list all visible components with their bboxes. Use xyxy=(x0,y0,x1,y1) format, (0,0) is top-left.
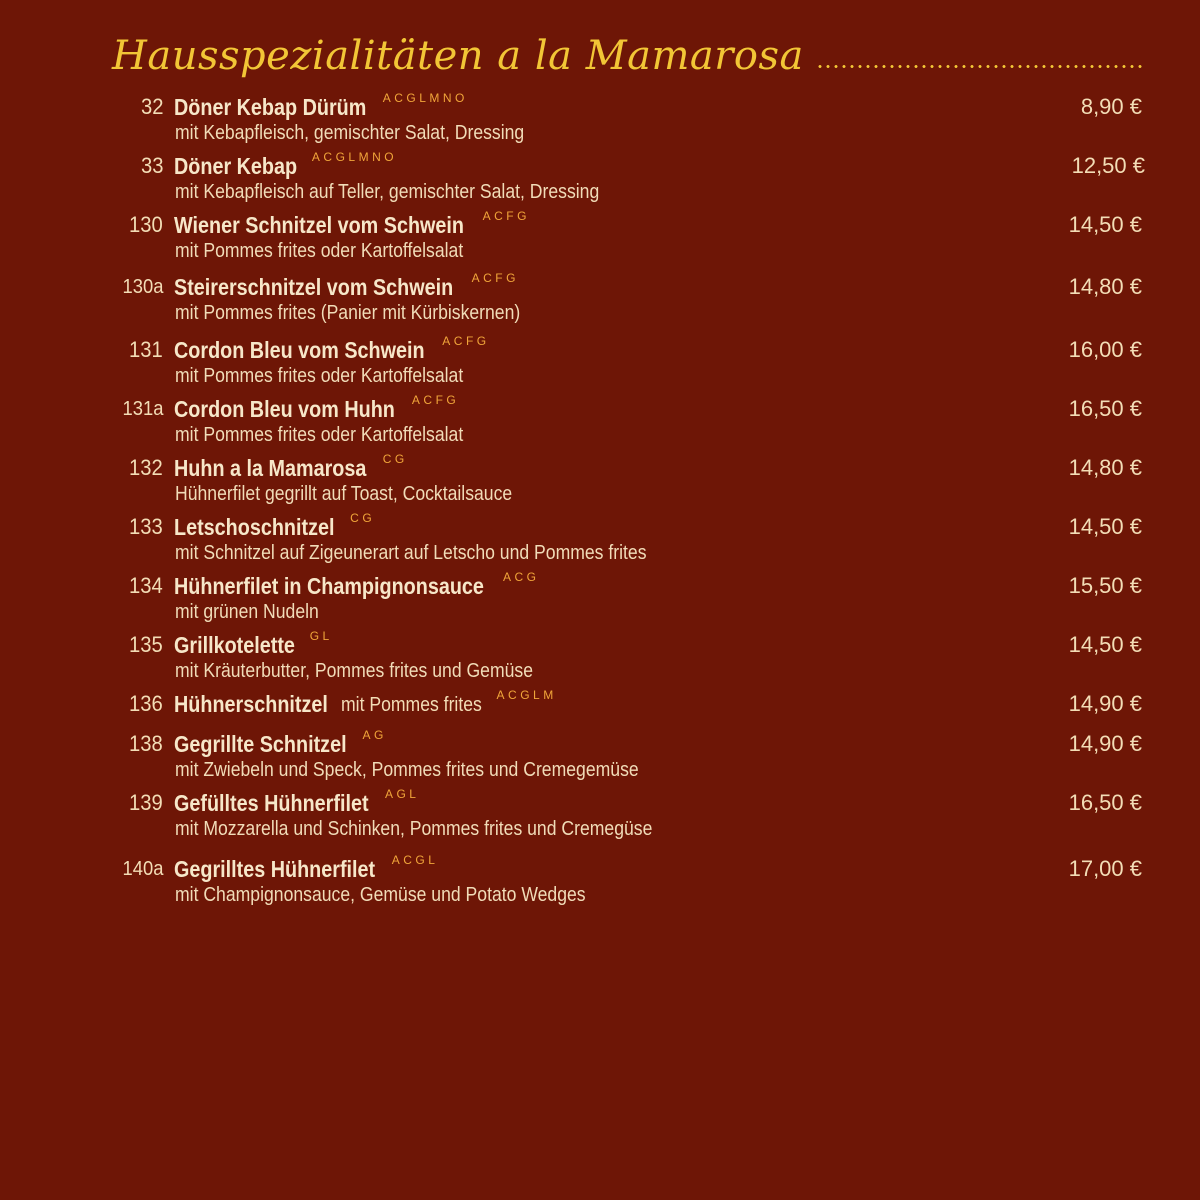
item-description: mit Zwiebeln und Speck, Pommes frites und Cremegemüse xyxy=(175,759,639,781)
item-name: Steirerschnitzel vom Schwein xyxy=(174,274,454,300)
item-allergens: AGL xyxy=(384,787,420,801)
item-title-line xyxy=(174,273,519,301)
item-description: mit Pommes frites oder Kartoffelsalat xyxy=(175,365,464,387)
item-side-note: mit Pommes frites xyxy=(341,694,483,716)
item-number: 130 xyxy=(129,212,163,237)
item-allergens: ACFG xyxy=(482,209,530,223)
menu-item xyxy=(0,730,1200,790)
menu-item xyxy=(0,152,1200,212)
item-number: 133 xyxy=(129,514,163,539)
item-number: 132 xyxy=(129,455,163,480)
item-allergens: ACGLMNO xyxy=(311,150,398,164)
item-price: 17,00 € xyxy=(1068,856,1142,881)
item-name: Hühnerschnitzel xyxy=(174,691,328,717)
menu-item xyxy=(0,93,1200,153)
menu-item xyxy=(0,855,1200,915)
item-description: mit Kräuterbutter, Pommes frites und Gemüse xyxy=(175,660,534,682)
item-allergens: GL xyxy=(309,629,333,643)
item-name: Cordon Bleu vom Schwein xyxy=(174,337,425,363)
item-price: 12,50 € xyxy=(1071,153,1145,178)
menu-item xyxy=(0,572,1200,632)
item-price: 14,50 € xyxy=(1068,514,1142,539)
item-title-line xyxy=(174,855,438,883)
item-allergens: ACFG xyxy=(411,393,460,407)
item-allergens: AG xyxy=(362,728,387,742)
item-name: Hühnerfilet in Champignonsauce xyxy=(174,573,484,599)
item-number: 131 xyxy=(129,337,163,362)
item-allergens: ACG xyxy=(503,570,540,584)
item-number: 32 xyxy=(140,94,163,119)
item-title-line xyxy=(174,730,387,758)
item-description: Hühnerfilet gegrillt auf Toast, Cocktailsauce xyxy=(175,483,513,505)
item-allergens: ACGLM xyxy=(496,688,557,702)
menu-item xyxy=(0,454,1200,514)
item-description: mit Kebapfleisch auf Teller, gemischter Salat, Dressing xyxy=(175,181,600,203)
item-description: mit Kebapfleisch, gemischter Salat, Dressing xyxy=(175,122,525,144)
item-price: 14,90 € xyxy=(1068,731,1142,756)
item-description: mit Mozzarella und Schinken, Pommes frites und Cremegüse xyxy=(175,818,653,840)
item-title-line xyxy=(174,690,557,720)
item-title-line xyxy=(174,572,540,600)
item-number: 136 xyxy=(129,691,163,716)
item-price: 16,50 € xyxy=(1068,396,1142,421)
item-name: Cordon Bleu vom Huhn xyxy=(174,396,395,422)
item-allergens: CG xyxy=(382,452,408,466)
item-price: 14,50 € xyxy=(1068,212,1142,237)
item-name: Letschoschnitzel xyxy=(174,514,335,540)
menu-item xyxy=(0,789,1200,849)
item-description: mit Pommes frites (Panier mit Kürbiskernen) xyxy=(175,302,521,324)
item-name: Huhn a la Mamarosa xyxy=(174,455,367,481)
menu-item xyxy=(0,273,1200,333)
item-name: Grillkotelette xyxy=(174,632,295,658)
item-title-line xyxy=(174,454,408,482)
item-number: 138 xyxy=(129,731,163,756)
item-name: Wiener Schnitzel vom Schwein xyxy=(174,212,465,238)
item-title-line xyxy=(174,211,530,239)
item-name: Döner Kebap xyxy=(174,153,298,179)
item-price: 16,50 € xyxy=(1068,790,1142,815)
item-name: Gegrillte Schnitzel xyxy=(174,731,347,757)
item-number: 134 xyxy=(129,573,163,598)
item-description: mit Pommes frites oder Kartoffelsalat xyxy=(175,240,464,262)
item-title-line xyxy=(174,336,490,364)
item-allergens: CG xyxy=(350,511,376,525)
item-allergens: ACFG xyxy=(471,271,519,285)
menu-item xyxy=(0,211,1200,271)
item-description: mit Champignonsauce, Gemüse und Potato Wedges xyxy=(175,884,586,906)
item-number: 131a xyxy=(122,398,163,420)
item-number: 135 xyxy=(129,632,163,657)
heading-dotted-leader xyxy=(816,65,1142,68)
section-heading xyxy=(112,28,1142,84)
item-number: 33 xyxy=(140,153,163,178)
item-title-line xyxy=(174,513,375,541)
section-title: Hausspezialitäten a la Mamarosa xyxy=(112,33,804,79)
item-price: 8,90 € xyxy=(1080,94,1142,119)
item-price: 14,80 € xyxy=(1068,455,1142,480)
item-number: 139 xyxy=(129,790,163,815)
menu-item xyxy=(0,513,1200,573)
item-number: 130a xyxy=(122,276,163,298)
item-price: 14,80 € xyxy=(1068,274,1142,299)
item-description: mit Pommes frites oder Kartoffelsalat xyxy=(175,424,464,446)
item-price: 15,50 € xyxy=(1068,573,1142,598)
item-allergens: ACGLMNO xyxy=(382,91,468,105)
item-name: Gefülltes Hühnerfilet xyxy=(174,790,369,816)
item-name: Döner Kebap Dürüm xyxy=(174,94,367,120)
item-number: 140a xyxy=(122,858,163,880)
item-title-line xyxy=(174,395,459,423)
item-allergens: ACGL xyxy=(391,853,439,867)
item-description: mit grünen Nudeln xyxy=(175,601,319,623)
menu-item xyxy=(0,395,1200,455)
item-name: Gegrilltes Hühnerfilet xyxy=(174,856,376,882)
menu-item xyxy=(0,336,1200,396)
item-price: 14,50 € xyxy=(1068,632,1142,657)
item-title-line xyxy=(174,152,397,180)
item-title-line xyxy=(174,631,333,659)
item-title-line xyxy=(174,789,419,817)
item-description: mit Schnitzel auf Zigeunerart auf Letscho und Pommes frites xyxy=(175,542,647,564)
item-title-line xyxy=(174,93,468,121)
item-price: 16,00 € xyxy=(1068,337,1142,362)
item-price: 14,90 € xyxy=(1068,691,1142,716)
menu-item xyxy=(0,631,1200,691)
item-allergens: ACFG xyxy=(442,334,490,348)
